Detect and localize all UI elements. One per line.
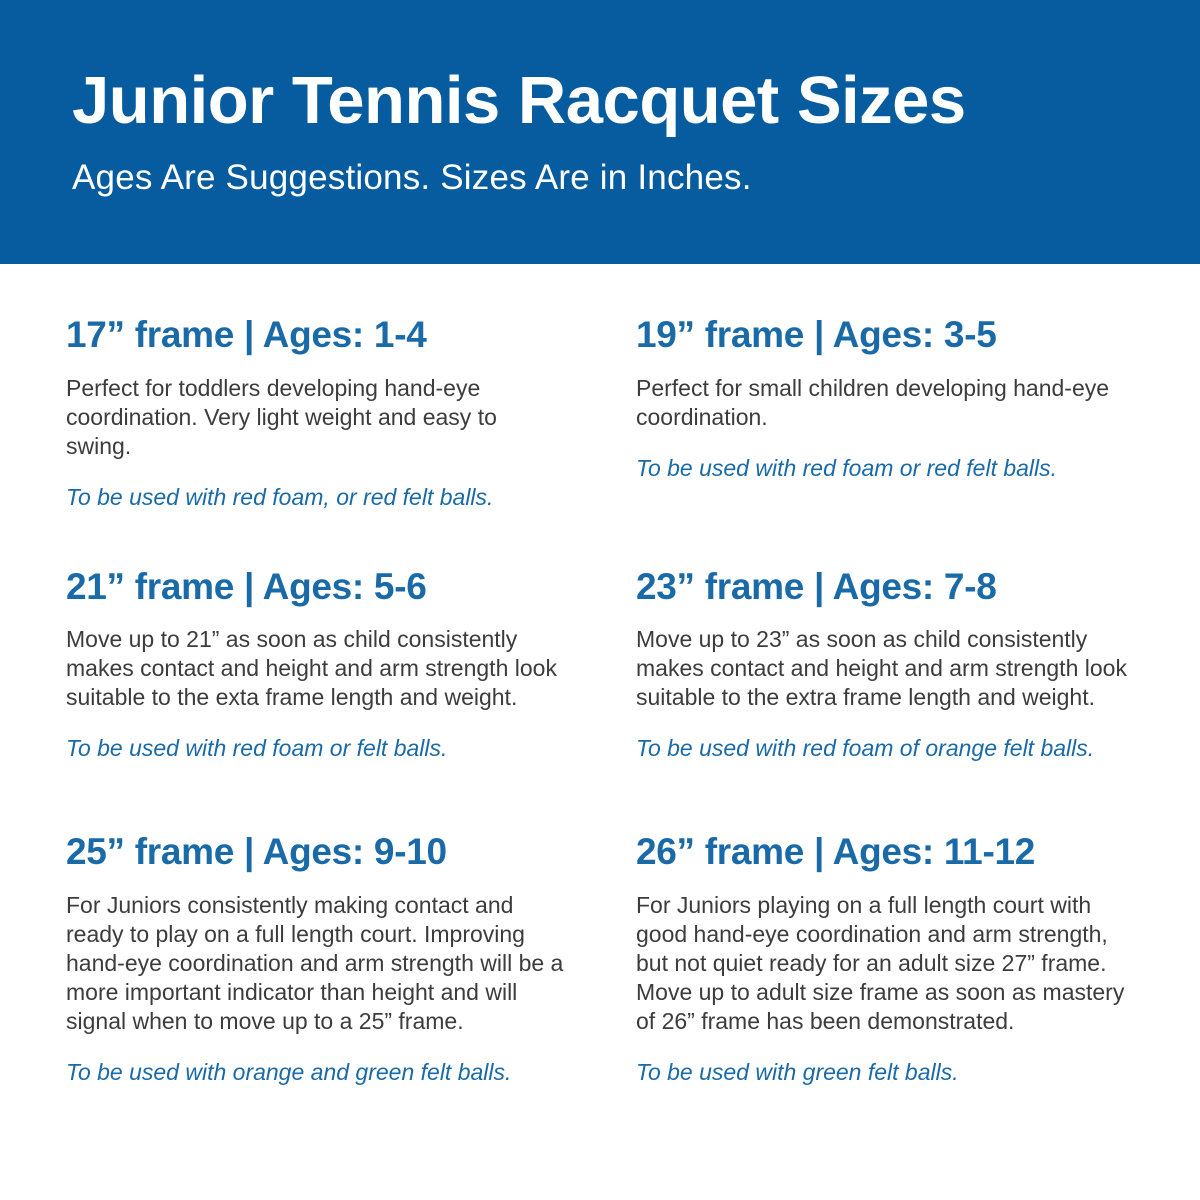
section-note-19: To be used with red foam or red felt balls. bbox=[636, 454, 1058, 481]
section-heading-19: 19” frame | Ages: 3-5 bbox=[636, 314, 997, 355]
sections-content bbox=[0, 314, 1200, 1087]
section-heading-23: 23” frame | Ages: 7-8 bbox=[636, 565, 997, 607]
section-heading-17: 17” frame | Ages: 1-4 bbox=[66, 314, 427, 355]
section-heading-25: 25” frame | Ages: 9-10 bbox=[66, 831, 447, 873]
page-title: Junior Tennis Racquet Sizes bbox=[72, 63, 966, 138]
sections-row-3 bbox=[66, 831, 1136, 1087]
section-17-frame bbox=[66, 314, 566, 512]
section-19-frame bbox=[636, 314, 1136, 512]
sections-row-2 bbox=[66, 566, 1136, 764]
section-note-26: To be used with green felt balls. bbox=[636, 1058, 959, 1085]
section-note-17: To be used with red foam, or red felt balls. bbox=[66, 483, 494, 510]
section-body-25: For Juniors consistently making contact and ready to play on a full length court. Improving hand-eye coordination and arm strength will be a more important indicator than height and will signal when to move up to a 25” frame. bbox=[66, 891, 564, 1034]
section-body-23: Move up to 23” as soon as child consistently makes contact and height and arm strength look suitable to the extra frame length and weight. bbox=[636, 626, 1127, 711]
page-subtitle: Ages Are Suggestions. Sizes Are in Inches. bbox=[72, 158, 752, 198]
section-heading-21: 21” frame | Ages: 5-6 bbox=[66, 565, 427, 607]
section-note-21: To be used with red foam or felt balls. bbox=[66, 735, 448, 762]
section-21-frame bbox=[66, 566, 566, 764]
sections-row-1 bbox=[66, 314, 1136, 512]
section-note-23: To be used with red foam of orange felt balls. bbox=[636, 735, 1095, 762]
section-23-frame bbox=[636, 566, 1136, 764]
section-body-26: For Juniors playing on a full length court with good hand-eye coordination and arm strength, but not quiet ready for an adult size 27” frame. Move up to adult size frame as soon as mastery of 26” frame has been demonstrated. bbox=[636, 891, 1125, 1034]
section-note-25: To be used with orange and green felt balls. bbox=[66, 1058, 512, 1085]
section-25-frame bbox=[66, 831, 566, 1087]
section-26-frame bbox=[636, 831, 1136, 1087]
header-banner bbox=[0, 0, 1200, 264]
section-heading-26: 26” frame | Ages: 11-12 bbox=[636, 831, 1036, 873]
section-body-21: Move up to 21” as soon as child consistently makes contact and height and arm strength look suitable to the exta frame length and weight. bbox=[66, 626, 557, 711]
section-body-19: Perfect for small children developing hand-eye coordination. bbox=[636, 374, 1110, 430]
section-body-17: Perfect for toddlers developing hand-eye coordination. Very light weight and easy to swing. bbox=[66, 374, 497, 459]
